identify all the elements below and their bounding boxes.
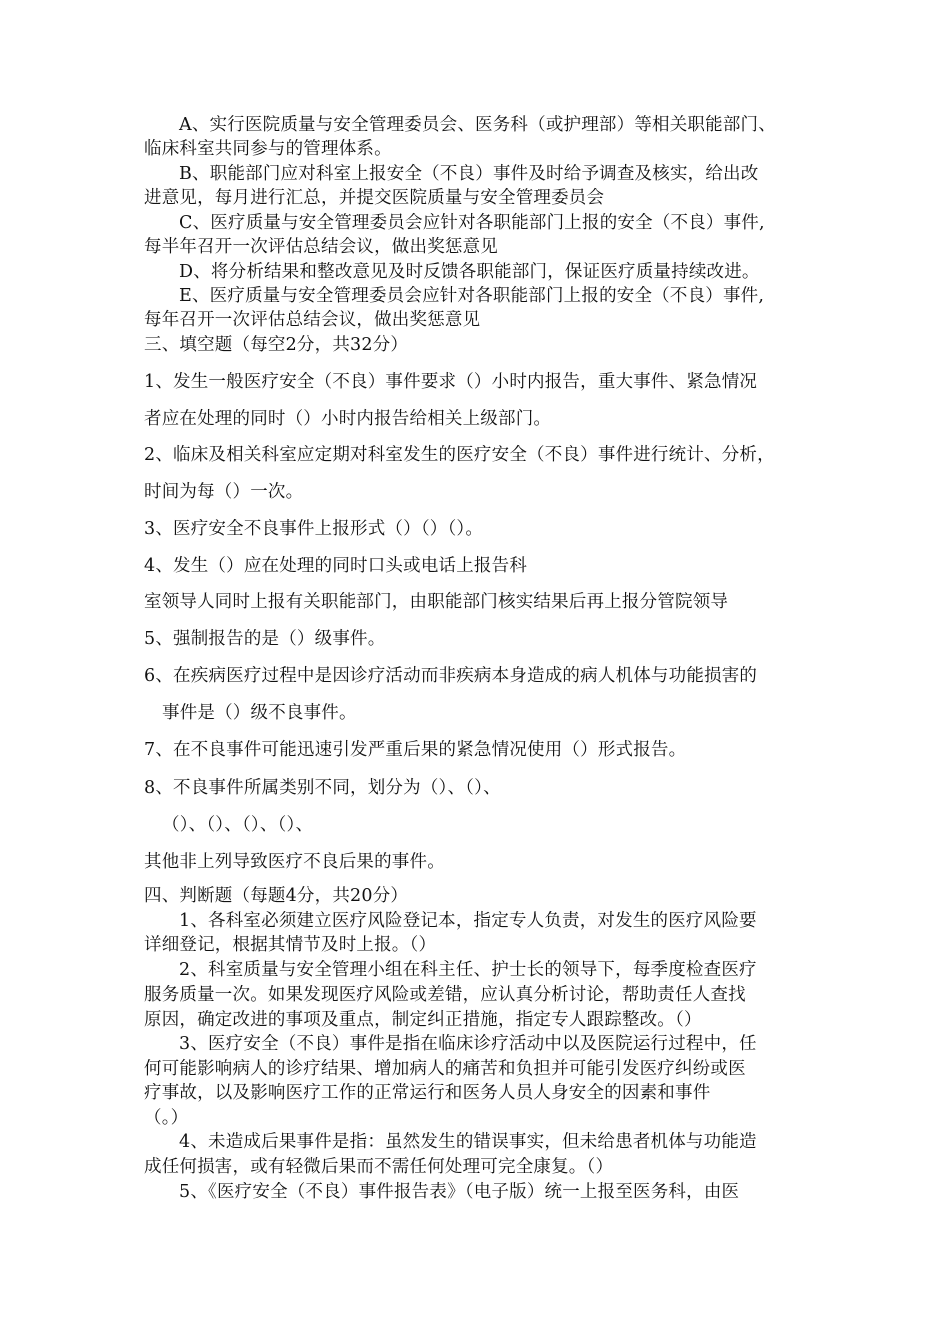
- option-b-line2: 进意见，每月进行汇总，并提交医院质量与安全管理委员会: [144, 188, 605, 208]
- option-c-line2: 每半年召开一次评估总结会议，做出奖惩意见: [144, 237, 498, 257]
- s4-q2-line2: 服务质量一次。如果发现医疗风险或差错，应认真分析讨论，帮助责任人查找: [144, 985, 746, 1005]
- s4-q3-line4: （。）: [144, 1108, 189, 1128]
- s3-q5-line1: 5、强制报告的是（）级事件。: [144, 629, 386, 649]
- section3-heading: 三、填空题（每空2分，共32分）: [144, 335, 409, 355]
- s4-q4-line2: 成任何损害，或有轻微后果而不需任何处理可完全康复。（）: [144, 1157, 614, 1177]
- option-c-line1: C、医疗质量与安全管理委员会应针对各职能部门上报的安全（不良）事件,: [179, 213, 765, 233]
- s3-q6-line2: 事件是（）级不良事件。: [162, 703, 357, 723]
- s3-q4-line1: 4、发生（）应在处理的同时口头或电话上报告科: [144, 556, 528, 576]
- s3-q6-line1: 6、在疾病医疗过程中是因诊疗活动而非疾病本身造成的病人机体与功能损害的: [144, 666, 758, 686]
- s4-q3-line3: 疗事故，以及影响医疗工作的正常运行和医务人员人身安全的因素和事件: [144, 1083, 711, 1103]
- option-b-line1: B、职能部门应对科室上报安全（不良）事件及时给予调查及核实，给出改: [179, 164, 759, 184]
- s4-q2-line3: 原因，确定改进的事项及重点，制定纠正措施，指定专人跟踪整改。（）: [144, 1010, 702, 1030]
- option-d-line1: D、将分析结果和整改意见及时反馈各职能部门，保证医疗质量持续改进。: [179, 262, 760, 282]
- s3-q2-line1: 2、临床及相关科室应定期对科室发生的医疗安全（不良）事件进行统计、分析，: [144, 445, 775, 465]
- option-a-line2: 临床科室共同参与的管理体系。: [144, 139, 392, 159]
- section4-heading: 四、判断题（每题4分，共20分）: [144, 886, 409, 906]
- s4-q2-line1: 2、科室质量与安全管理小组在科主任、护士长的领导下，每季度检查医疗: [179, 960, 757, 980]
- s4-q1-line2: 详细登记，根据其情节及时上报。（）: [144, 935, 437, 955]
- s4-q4-line1: 4、未造成后果事件是指：虽然发生的错误事实，但未给患者机体与功能造: [179, 1132, 757, 1152]
- s3-q1-line1: 1、发生一般医疗安全（不良）事件要求（）小时内报告，重大事件、紧急情况: [144, 372, 758, 392]
- s4-q3-line1: 3、医疗安全（不良）事件是指在临床诊疗活动中以及医院运行过程中，任: [179, 1034, 757, 1054]
- s3-q2-line2: 时间为每（）一次。: [144, 482, 304, 502]
- s3-q8-line1: 8、不良事件所属类别不同，划分为（）、（）、: [144, 778, 501, 798]
- s4-q3-line2: 何可能影响病人的诊疗结果、增加病人的痛苦和负担并可能引发医疗纠纷或医: [144, 1059, 746, 1079]
- option-a-line1: A、实行医院质量与安全管理委员会、医务科（或护理部）等相关职能部门、: [179, 115, 776, 135]
- s3-q8-line2: （）、（）、（）、（）、: [162, 815, 314, 835]
- option-e-line2: 每年召开一次评估总结会议，做出奖惩意见: [144, 310, 481, 330]
- option-e-line1: E、医疗质量与安全管理委员会应针对各职能部门上报的安全（不良）事件,: [179, 286, 765, 306]
- s3-q4-line2: 室领导人同时上报有关职能部门，由职能部门核实结果后再上报分管院领导: [144, 592, 729, 612]
- s3-q7-line1: 7、在不良事件可能迅速引发严重后果的紧急情况使用（）形式报告。: [144, 740, 687, 760]
- s4-q1-line1: 1、各科室必须建立医疗风险登记本，指定专人负责，对发生的医疗风险要: [179, 911, 757, 931]
- s4-q5-line1: 5、《医疗安全（不良）事件报告表》（电子版）统一上报至医务科，由医: [179, 1182, 740, 1202]
- s3-q8-line3: 其他非上列导致医疗不良后果的事件。: [144, 852, 445, 872]
- s3-q1-line2: 者应在处理的同时（）小时内报告给相关上级部门。: [144, 409, 552, 429]
- s3-q3-line1: 3、医疗安全不良事件上报形式（）（）（）。: [144, 519, 484, 539]
